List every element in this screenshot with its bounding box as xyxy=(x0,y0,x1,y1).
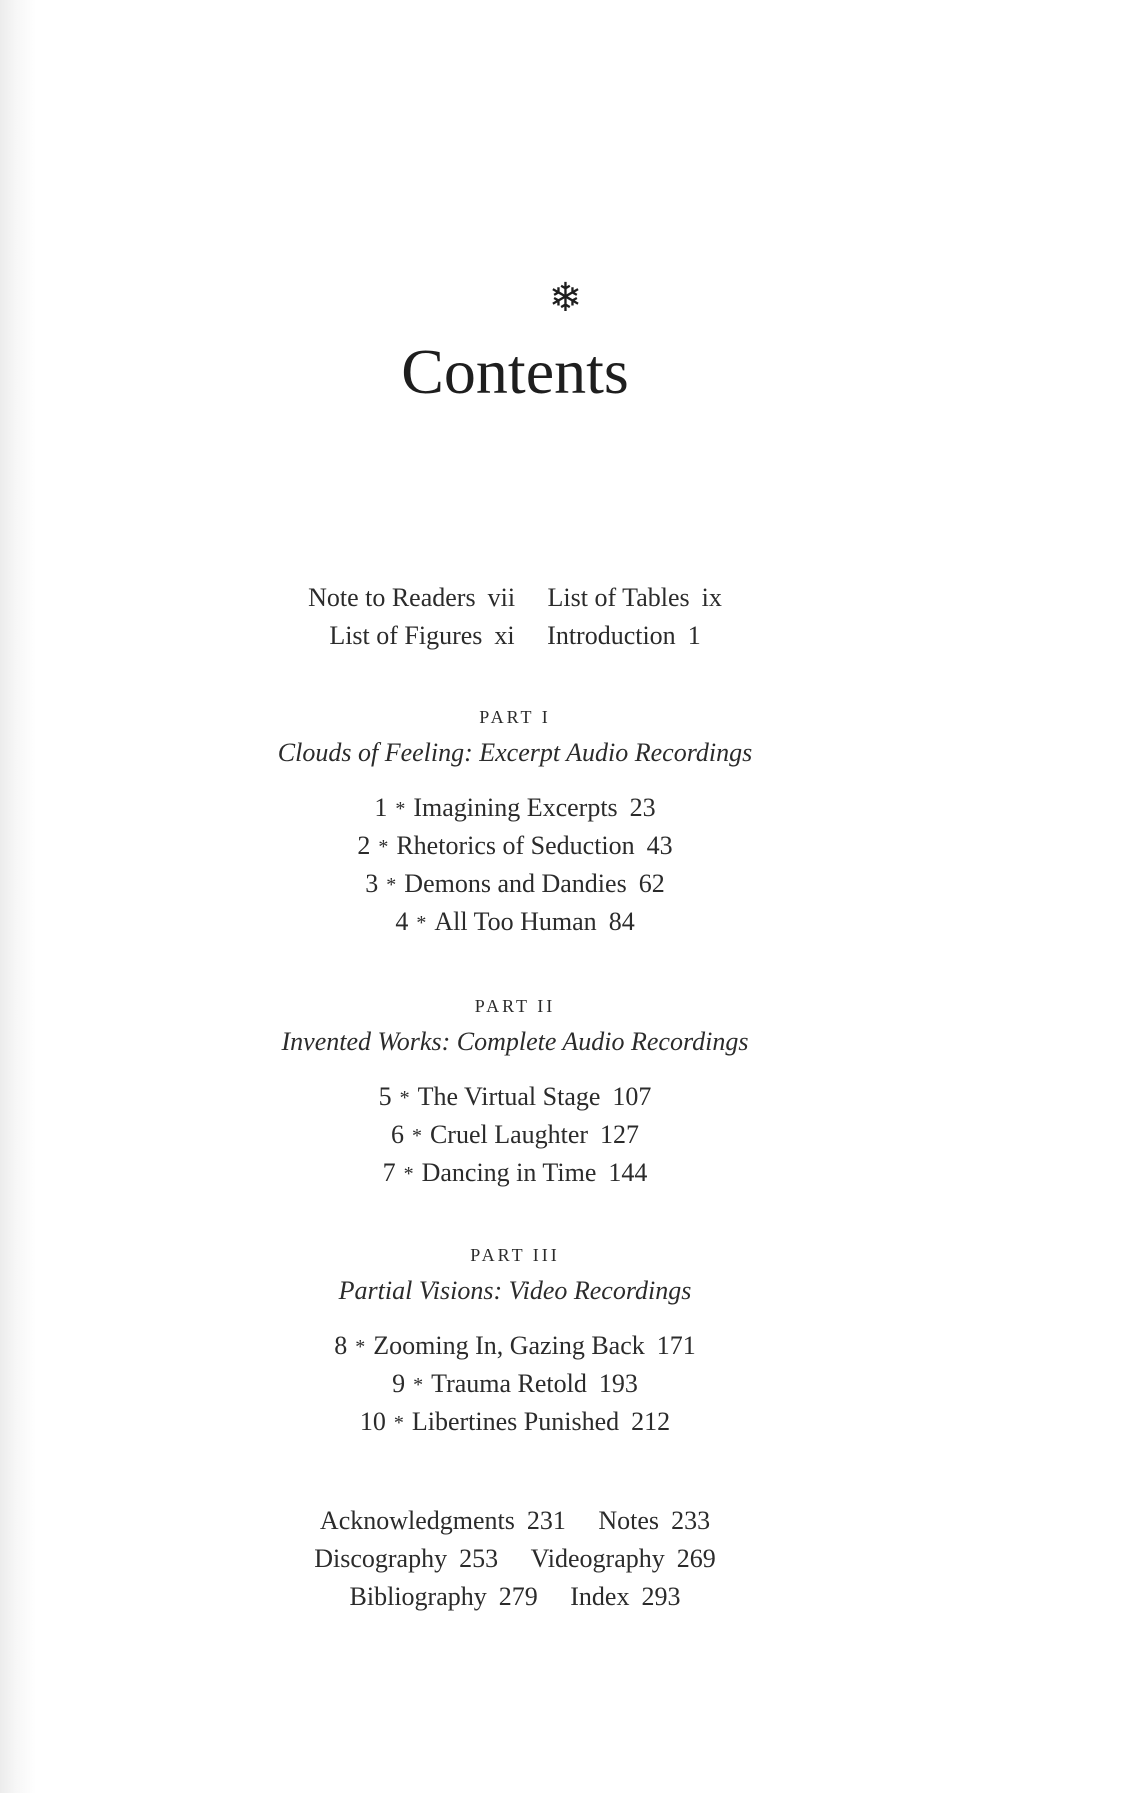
part-3 xyxy=(0,1241,1030,1441)
entry-title: Introduction xyxy=(547,621,676,650)
front-matter-line xyxy=(0,617,1030,655)
toc-entry-notes[interactable] xyxy=(598,1502,710,1540)
chapter-number: 4 xyxy=(395,907,409,936)
chapter-title: The Virtual Stage xyxy=(417,1082,601,1111)
toc-entry-note-to-readers[interactable] xyxy=(308,579,515,617)
page-title: Contents xyxy=(401,336,629,407)
chapter-number: 10 xyxy=(359,1407,386,1436)
toc-entry-chapter-7[interactable] xyxy=(0,1154,1030,1192)
ornament-icon: ❄ xyxy=(548,275,583,321)
chapter-page: 193 xyxy=(598,1369,638,1398)
chapter-page: 212 xyxy=(631,1407,671,1436)
entry-page: 269 xyxy=(676,1544,716,1573)
chapter-page: 107 xyxy=(612,1082,652,1111)
chapter-number: 7 xyxy=(382,1158,396,1187)
separator-icon: * xyxy=(378,836,389,858)
chapter-page: 171 xyxy=(656,1331,696,1360)
toc-entry-discography[interactable] xyxy=(314,1540,498,1578)
chapter-title: Demons and Dandies xyxy=(404,869,627,898)
toc-entry-chapter-3[interactable] xyxy=(0,865,1030,903)
entry-page: 293 xyxy=(641,1582,681,1611)
toc-entry-index[interactable] xyxy=(570,1578,680,1616)
separator-icon: * xyxy=(355,1336,366,1358)
toc-entry-chapter-4[interactable] xyxy=(0,903,1030,941)
toc-entry-chapter-5[interactable] xyxy=(0,1078,1030,1116)
separator-icon: * xyxy=(395,798,406,820)
chapter-list xyxy=(0,1078,1030,1192)
back-matter-line xyxy=(0,1502,1030,1540)
toc-entry-videography[interactable] xyxy=(531,1540,716,1578)
entry-page: 279 xyxy=(498,1582,538,1611)
chapter-list xyxy=(0,1327,1030,1441)
part-title: Partial Visions: Video Recordings xyxy=(338,1276,692,1305)
part-label: PART II xyxy=(474,996,556,1016)
toc-entry-chapter-2[interactable] xyxy=(0,827,1030,865)
entry-page: 253 xyxy=(459,1544,499,1573)
toc-entry-chapter-6[interactable] xyxy=(0,1116,1030,1154)
entry-page: 231 xyxy=(526,1506,566,1535)
chapter-title: Zooming In, Gazing Back xyxy=(373,1331,645,1360)
front-matter xyxy=(0,579,1030,655)
chapter-title: All Too Human xyxy=(434,907,597,936)
separator-icon: * xyxy=(393,1412,404,1434)
separator-icon: * xyxy=(411,1125,422,1147)
separator-icon: * xyxy=(386,874,397,896)
toc-entry-acknowledgments[interactable] xyxy=(320,1502,566,1540)
chapter-title: Libertines Punished xyxy=(411,1407,620,1436)
separator-icon: * xyxy=(403,1163,414,1185)
entry-title: List of Figures xyxy=(329,621,483,650)
toc-entry-chapter-9[interactable] xyxy=(0,1365,1030,1403)
back-matter-line xyxy=(0,1578,1030,1616)
separator-icon: * xyxy=(416,912,427,934)
part-1 xyxy=(0,703,1030,941)
entry-page: 1 xyxy=(687,621,701,650)
chapter-number: 6 xyxy=(390,1120,404,1149)
chapter-title: Rhetorics of Seduction xyxy=(396,831,635,860)
chapter-page: 43 xyxy=(646,831,673,860)
entry-title: Note to Readers xyxy=(308,583,476,612)
chapter-title: Imagining Excerpts xyxy=(413,793,618,822)
entry-title: Bibliography xyxy=(349,1582,487,1611)
entry-title: Discography xyxy=(314,1544,448,1573)
part-label: PART I xyxy=(479,707,551,727)
chapter-title: Cruel Laughter xyxy=(429,1120,589,1149)
toc-entry-chapter-10[interactable] xyxy=(0,1403,1030,1441)
toc-entry-list-of-tables[interactable] xyxy=(548,579,722,617)
back-matter-line xyxy=(0,1540,1030,1578)
chapter-number: 5 xyxy=(378,1082,392,1111)
chapter-page: 84 xyxy=(608,907,635,936)
chapter-number: 1 xyxy=(374,793,388,822)
entry-page: xi xyxy=(494,621,515,650)
toc-entry-bibliography[interactable] xyxy=(350,1578,538,1616)
entry-title: List of Tables xyxy=(547,583,690,612)
part-2 xyxy=(0,992,1030,1192)
entry-title: Videography xyxy=(530,1544,665,1573)
chapter-title: Dancing in Time xyxy=(421,1158,597,1187)
toc-entry-chapter-1[interactable] xyxy=(0,789,1030,827)
front-matter-line xyxy=(0,579,1030,617)
part-title: Invented Works: Complete Audio Recordings xyxy=(281,1027,749,1056)
toc-entry-introduction[interactable] xyxy=(547,617,701,655)
part-title: Clouds of Feeling: Excerpt Audio Recordings xyxy=(277,738,753,767)
entry-page: vii xyxy=(487,583,516,612)
back-matter xyxy=(0,1502,1030,1616)
part-label: PART III xyxy=(470,1245,560,1265)
chapter-number: 3 xyxy=(365,869,379,898)
toc-entry-list-of-figures[interactable] xyxy=(329,617,514,655)
chapter-title: Trauma Retold xyxy=(431,1369,587,1398)
entry-page: 233 xyxy=(671,1506,711,1535)
toc-entry-chapter-8[interactable] xyxy=(0,1327,1030,1365)
chapter-list xyxy=(0,789,1030,941)
chapter-number: 9 xyxy=(392,1369,406,1398)
entry-title: Notes xyxy=(598,1506,660,1535)
entry-title: Index xyxy=(570,1582,630,1611)
chapter-page: 23 xyxy=(629,793,656,822)
chapter-page: 127 xyxy=(600,1120,640,1149)
chapter-number: 2 xyxy=(357,831,371,860)
separator-icon: * xyxy=(399,1087,410,1109)
chapter-page: 62 xyxy=(638,869,665,898)
entry-page: ix xyxy=(701,583,722,612)
chapter-page: 144 xyxy=(608,1158,648,1187)
separator-icon: * xyxy=(413,1374,424,1396)
chapter-number: 8 xyxy=(334,1331,348,1360)
entry-title: Acknowledgments xyxy=(319,1506,515,1535)
